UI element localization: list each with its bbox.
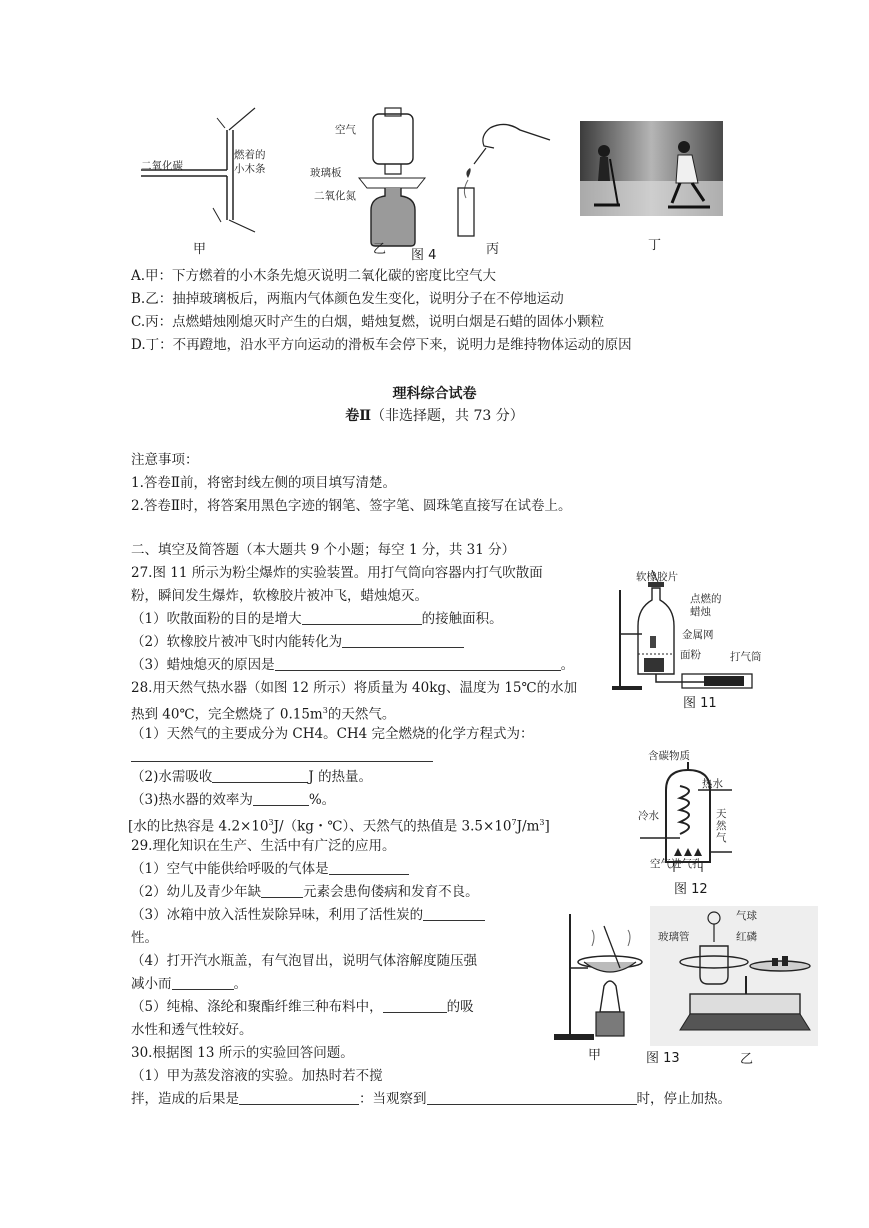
q27-blank-1[interactable]: [302, 610, 422, 625]
notes-item-2: 2.答卷Ⅱ时，将答案用黑色字迹的钢笔、签字笔、圆珠笔直接写在试卷上。: [131, 498, 572, 514]
fig4-yi-plate-label: 玻璃板: [310, 167, 342, 179]
q29-part-4b: [131, 974, 247, 994]
q28-data: [128, 813, 550, 837]
fig13-evaporation: [548, 906, 648, 1046]
fig12-gas-label: 天 然 气: [716, 808, 727, 844]
q28-stem2-tail: 的天然气。: [327, 706, 396, 723]
fig11-pump-label: 打气筒: [730, 651, 762, 663]
q30-p1c-text: ：当观察到: [359, 1091, 427, 1107]
q27-part-3: [131, 655, 574, 675]
section-2-heading: 二、填空及简答题（本大题共 9 个小题；每空 1 分，共 31 分）: [131, 542, 516, 558]
q30-p1b-text: 拌，造成的后果是: [131, 1091, 239, 1107]
q27-part-2: [131, 632, 464, 652]
notes-heading: 注意事项：: [131, 452, 199, 468]
q30-stem: 30.根据图 13 所示的实验回答问题。: [131, 1045, 354, 1061]
q29-p2-tail: 元素会患佝偻病和发育不良。: [303, 884, 479, 900]
q29-p5-text: （5）纯棉、涤纶和聚酯纤维三种布料中，: [131, 999, 383, 1015]
q28-blank-1[interactable]: [131, 761, 433, 762]
fig12-carbon-label: 含碳物质: [648, 750, 690, 762]
q29-blank-1[interactable]: [329, 860, 409, 875]
q29-stem: 29.理化知识在生产、生活中有广泛的应用。: [131, 838, 396, 854]
fig4-caption: 图 4: [411, 248, 437, 263]
q30-blank-1[interactable]: [239, 1090, 359, 1105]
q27-p1-text: （1）吹散面粉的目的是增大: [131, 611, 302, 627]
q28-blank-3[interactable]: [253, 791, 309, 806]
fig11-caption: 图 11: [683, 696, 717, 711]
q29-blank-2[interactable]: [261, 883, 303, 898]
q27-blank-2[interactable]: [342, 633, 464, 648]
q28-data-d: ]: [544, 818, 550, 835]
q29-part-3: [131, 905, 485, 925]
q27-stem-1: 27.图 11 所示为粉尘爆炸的实验装置。用打气筒向容器内打气吹散面: [131, 565, 543, 581]
option-b: B.乙：抽掉玻璃板后，两瓶内气体颜色发生变化，说明分子在不停地运动: [131, 291, 564, 307]
fig11-rubber-label: 软橡胶片: [636, 571, 678, 583]
fig11-flour-label: 面粉: [680, 649, 701, 661]
q29-part-3-tail: 性。: [131, 930, 158, 946]
option-c: C.丙：点燃蜡烛刚熄灭时产生的白烟，蜡烛复燃，说明白烟是石蜡的固体小颗粒: [131, 314, 605, 330]
q29-p5-tail: 的吸: [446, 999, 474, 1015]
q28-part-3: [131, 790, 335, 810]
q29-part-5: [131, 997, 474, 1017]
q28-p2-tail: J 的热量。: [308, 769, 373, 785]
q28-data-sup2: 7: [511, 818, 517, 827]
fig12-caption: 图 12: [674, 882, 708, 897]
q30-part-1: （1）甲为蒸发溶液的实验。加热时若不搅: [131, 1068, 383, 1084]
q28-data-b: J/（kg・℃）、天然气的热值是 3.5×10: [273, 818, 512, 835]
q28-data-sup3: 3: [539, 818, 545, 827]
q29-blank-3[interactable]: [423, 906, 485, 921]
fig4-yi-name: 乙: [373, 242, 387, 257]
q29-part-1: [131, 859, 409, 879]
q28-stem-2: [131, 701, 395, 725]
fig4-yi-apparatus: [355, 104, 435, 254]
q27-p2-text: （2）软橡胶片被冲飞时内能转化为: [131, 634, 343, 650]
q27-p3-tail: 。: [560, 657, 575, 673]
q29-blank-5[interactable]: [383, 998, 447, 1013]
exam-title: 理科综合试卷: [392, 386, 477, 402]
q29-p1-text: （1）空气中能供给呼吸的气体是: [131, 861, 329, 877]
fig4-ding-photo: [580, 121, 723, 216]
q27-p1-tail: 的接触面积。: [421, 611, 503, 627]
exam-subtitle: [0, 405, 869, 425]
fig13-balloon-label: 气球: [736, 910, 757, 922]
subtitle-volume: 卷Ⅱ: [345, 408, 372, 424]
q27-blank-3[interactable]: [275, 656, 561, 671]
q28-blank-2[interactable]: [212, 768, 308, 783]
fig4-jia-gas-label: 二氧化碳: [141, 160, 183, 172]
q29-p4b-text: 减小而: [131, 976, 172, 992]
q28-data-c: J/m: [516, 818, 540, 835]
fig13-caption: 图 13: [646, 1051, 680, 1066]
fig4-yi-no2-label: 二氧化氮: [314, 190, 356, 202]
q30-blank-2[interactable]: [427, 1090, 637, 1105]
q28-data-a: [水的比热容是 4.2×10: [128, 818, 269, 835]
fig12-cold-label: 冷水: [638, 810, 659, 822]
q29-part-4: （4）打开汽水瓶盖，有气泡冒出，说明气体溶解度随压强: [131, 953, 478, 969]
q28-part-1: （1）天然气的主要成分为 CH4。CH4 完全燃烧的化学方程式为：: [131, 726, 534, 742]
option-a: A.甲：下方燃着的小木条先熄灭说明二氧化碳的密度比空气大: [131, 268, 497, 284]
q29-blank-4[interactable]: [172, 975, 234, 990]
fig13-phos-label: 红磷: [736, 931, 757, 943]
fig4-bing-apparatus: [450, 118, 560, 238]
subtitle-detail: （非选择题，共 73 分）: [371, 408, 524, 424]
q29-part-2: [131, 882, 479, 902]
fig4-bing-name: 丙: [486, 242, 500, 257]
q27-p3-text: （3）蜡烛熄灭的原因是: [131, 657, 275, 673]
fig4-yi-air-label: 空气: [335, 124, 356, 136]
q28-p3-text: （3)热水器的效率为: [131, 792, 253, 808]
q28-part-2: [131, 767, 372, 787]
fig13-tube-label: 玻璃管: [658, 931, 690, 943]
q30-part-1b: [131, 1089, 731, 1109]
fig11-mesh-label: 金属网: [682, 629, 714, 641]
fig13-jia-name: 甲: [588, 1048, 602, 1063]
q29-p4c-text: 。: [233, 976, 247, 992]
fig13-balance: [650, 906, 818, 1046]
q28-p3-tail: %。: [308, 792, 336, 808]
q29-p3-text: （3）冰箱中放入活性炭除异味，利用了活性炭的: [131, 907, 424, 923]
fig13-yi-name: 乙: [740, 1052, 754, 1067]
q30-p1d-text: 时，停止加热。: [636, 1091, 731, 1107]
option-d: D.丁：不再蹬地，沿水平方向运动的滑板车会停下来，说明力是维持物体运动的原因: [131, 337, 632, 353]
q28-stem-1: 28.用天然气热水器（如图 12 所示）将质量为 40kg、温度为 15℃的水加: [131, 680, 578, 696]
fig11-candle-label: 点燃的 蜡烛: [690, 593, 722, 618]
notes-item-1: 1.答卷Ⅱ前，将密封线左侧的项目填写清楚。: [131, 475, 397, 491]
q28-data-sup1: 3: [268, 818, 274, 827]
fig4-ding-name: 丁: [648, 238, 662, 253]
fig12-hot-label: 热水: [702, 778, 723, 790]
q27-part-1: [131, 609, 503, 629]
q28-stem2-text: 热到 40℃，完全燃烧了 0.15m: [131, 706, 323, 723]
q28-p2-text: （2)水需吸收: [131, 769, 213, 785]
q29-p2-text: （2）幼儿及青少年缺: [131, 884, 262, 900]
q28-stem2-sup: 3: [322, 706, 328, 715]
q27-stem-2: 粉，瞬间发生爆炸，软橡胶片被冲飞，蜡烛熄灭。: [131, 588, 428, 604]
fig12-air-label: 空气进气孔: [650, 858, 703, 870]
fig4-jia-stick-label: 燃着的 小木条: [234, 149, 266, 175]
fig4-jia-name: 甲: [193, 242, 207, 257]
q29-part-5b: 水性和透气性较好。: [131, 1022, 253, 1038]
